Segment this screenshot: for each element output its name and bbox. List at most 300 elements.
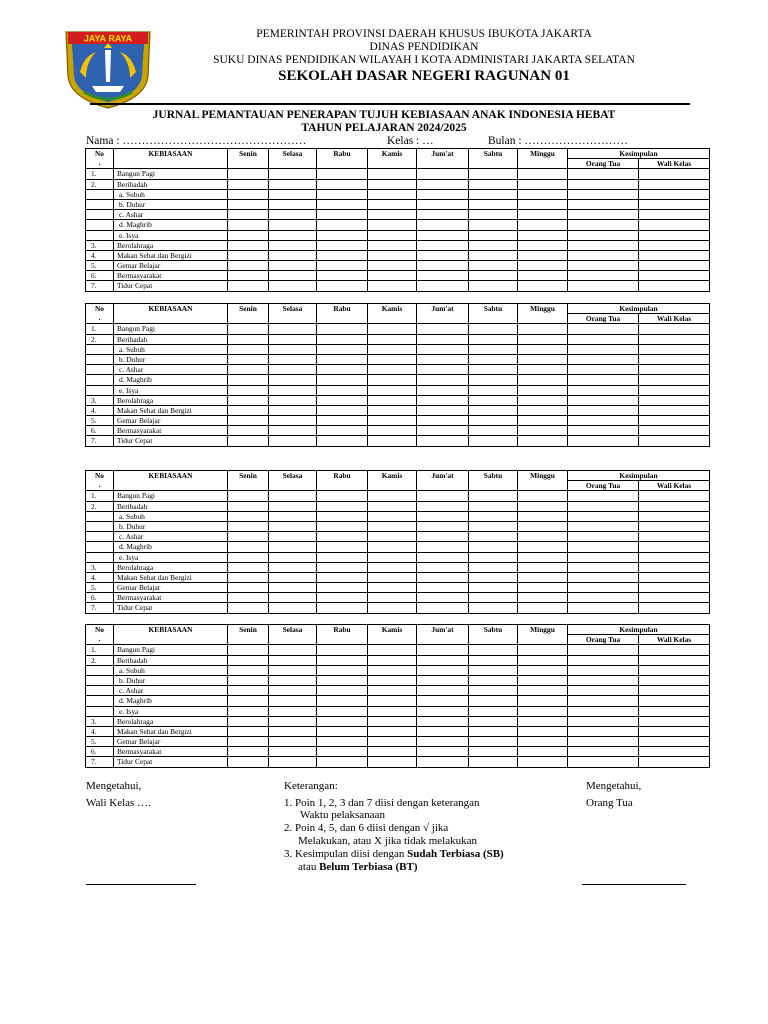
entry-cell[interactable] (417, 210, 469, 220)
entry-cell[interactable] (417, 189, 469, 199)
entry-cell[interactable] (417, 405, 469, 415)
entry-cell[interactable] (228, 532, 269, 542)
entry-cell[interactable] (269, 210, 317, 220)
entry-cell[interactable] (639, 354, 710, 364)
entry-cell[interactable] (228, 250, 269, 260)
entry-cell[interactable] (269, 696, 317, 706)
entry-cell[interactable] (269, 230, 317, 240)
entry-cell[interactable] (368, 344, 417, 354)
entry-cell[interactable] (368, 271, 417, 281)
entry-cell[interactable] (317, 230, 368, 240)
entry-cell[interactable] (228, 665, 269, 675)
entry-cell[interactable] (368, 334, 417, 344)
entry-cell[interactable] (228, 354, 269, 364)
entry-cell[interactable] (518, 532, 568, 542)
entry-cell[interactable] (317, 189, 368, 199)
entry-cell[interactable] (518, 334, 568, 344)
entry-cell[interactable] (469, 562, 518, 572)
entry-cell[interactable] (317, 572, 368, 582)
entry-cell[interactable] (269, 344, 317, 354)
entry-cell[interactable] (469, 532, 518, 542)
entry-cell[interactable] (469, 552, 518, 562)
entry-cell[interactable] (368, 521, 417, 531)
entry-cell[interactable] (568, 365, 639, 375)
entry-cell[interactable] (368, 240, 417, 250)
entry-cell[interactable] (518, 726, 568, 736)
entry-cell[interactable] (639, 686, 710, 696)
entry-cell[interactable] (228, 189, 269, 199)
entry-cell[interactable] (417, 726, 469, 736)
entry-cell[interactable] (518, 593, 568, 603)
entry-cell[interactable] (228, 220, 269, 230)
entry-cell[interactable] (469, 655, 518, 665)
entry-cell[interactable] (317, 716, 368, 726)
entry-cell[interactable] (228, 716, 269, 726)
entry-cell[interactable] (568, 250, 639, 260)
entry-cell[interactable] (368, 655, 417, 665)
entry-cell[interactable] (417, 271, 469, 281)
entry-cell[interactable] (317, 354, 368, 364)
entry-cell[interactable] (368, 552, 417, 562)
entry-cell[interactable] (317, 511, 368, 521)
entry-cell[interactable] (469, 696, 518, 706)
entry-cell[interactable] (417, 365, 469, 375)
entry-cell[interactable] (317, 737, 368, 747)
entry-cell[interactable] (368, 572, 417, 582)
entry-cell[interactable] (639, 436, 710, 446)
entry-cell[interactable] (228, 169, 269, 179)
entry-cell[interactable] (639, 426, 710, 436)
entry-cell[interactable] (269, 552, 317, 562)
entry-cell[interactable] (269, 747, 317, 757)
entry-cell[interactable] (269, 706, 317, 716)
entry-cell[interactable] (518, 747, 568, 757)
entry-cell[interactable] (317, 686, 368, 696)
entry-cell[interactable] (568, 210, 639, 220)
entry-cell[interactable] (417, 696, 469, 706)
entry-cell[interactable] (518, 603, 568, 613)
entry-cell[interactable] (417, 261, 469, 271)
entry-cell[interactable] (228, 436, 269, 446)
entry-cell[interactable] (368, 395, 417, 405)
entry-cell[interactable] (269, 562, 317, 572)
entry-cell[interactable] (518, 199, 568, 209)
entry-cell[interactable] (317, 261, 368, 271)
entry-cell[interactable] (417, 706, 469, 716)
entry-cell[interactable] (639, 706, 710, 716)
entry-cell[interactable] (469, 572, 518, 582)
entry-cell[interactable] (228, 261, 269, 271)
entry-cell[interactable] (469, 179, 518, 189)
entry-cell[interactable] (568, 179, 639, 189)
entry-cell[interactable] (228, 385, 269, 395)
entry-cell[interactable] (228, 395, 269, 405)
entry-cell[interactable] (639, 344, 710, 354)
entry-cell[interactable] (228, 645, 269, 655)
entry-cell[interactable] (469, 603, 518, 613)
entry-cell[interactable] (639, 583, 710, 593)
entry-cell[interactable] (368, 199, 417, 209)
entry-cell[interactable] (639, 603, 710, 613)
entry-cell[interactable] (639, 675, 710, 685)
entry-cell[interactable] (568, 501, 639, 511)
entry-cell[interactable] (228, 230, 269, 240)
entry-cell[interactable] (317, 436, 368, 446)
entry-cell[interactable] (417, 532, 469, 542)
entry-cell[interactable] (639, 562, 710, 572)
entry-cell[interactable] (417, 230, 469, 240)
entry-cell[interactable] (228, 491, 269, 501)
entry-cell[interactable] (269, 375, 317, 385)
entry-cell[interactable] (469, 501, 518, 511)
entry-cell[interactable] (568, 532, 639, 542)
entry-cell[interactable] (228, 365, 269, 375)
entry-cell[interactable] (317, 603, 368, 613)
entry-cell[interactable] (417, 179, 469, 189)
entry-cell[interactable] (317, 250, 368, 260)
entry-cell[interactable] (568, 726, 639, 736)
entry-cell[interactable] (317, 179, 368, 189)
entry-cell[interactable] (518, 655, 568, 665)
entry-cell[interactable] (518, 521, 568, 531)
entry-cell[interactable] (568, 696, 639, 706)
entry-cell[interactable] (518, 189, 568, 199)
entry-cell[interactable] (568, 542, 639, 552)
entry-cell[interactable] (317, 532, 368, 542)
entry-cell[interactable] (417, 426, 469, 436)
entry-cell[interactable] (568, 686, 639, 696)
entry-cell[interactable] (518, 395, 568, 405)
entry-cell[interactable] (518, 572, 568, 582)
entry-cell[interactable] (228, 240, 269, 250)
entry-cell[interactable] (568, 354, 639, 364)
entry-cell[interactable] (568, 334, 639, 344)
entry-cell[interactable] (269, 532, 317, 542)
entry-cell[interactable] (518, 179, 568, 189)
entry-cell[interactable] (469, 375, 518, 385)
entry-cell[interactable] (568, 747, 639, 757)
entry-cell[interactable] (639, 416, 710, 426)
entry-cell[interactable] (317, 675, 368, 685)
entry-cell[interactable] (568, 385, 639, 395)
entry-cell[interactable] (639, 365, 710, 375)
entry-cell[interactable] (469, 645, 518, 655)
entry-cell[interactable] (568, 395, 639, 405)
entry-cell[interactable] (469, 583, 518, 593)
entry-cell[interactable] (228, 655, 269, 665)
entry-cell[interactable] (269, 593, 317, 603)
entry-cell[interactable] (568, 220, 639, 230)
entry-cell[interactable] (269, 542, 317, 552)
entry-cell[interactable] (368, 747, 417, 757)
entry-cell[interactable] (228, 542, 269, 552)
entry-cell[interactable] (518, 416, 568, 426)
entry-cell[interactable] (269, 603, 317, 613)
entry-cell[interactable] (269, 281, 317, 291)
entry-cell[interactable] (518, 491, 568, 501)
entry-cell[interactable] (518, 665, 568, 675)
entry-cell[interactable] (469, 324, 518, 334)
entry-cell[interactable] (269, 501, 317, 511)
entry-cell[interactable] (518, 344, 568, 354)
entry-cell[interactable] (568, 675, 639, 685)
entry-cell[interactable] (417, 562, 469, 572)
entry-cell[interactable] (568, 716, 639, 726)
entry-cell[interactable] (417, 334, 469, 344)
entry-cell[interactable] (518, 686, 568, 696)
entry-cell[interactable] (317, 562, 368, 572)
entry-cell[interactable] (518, 281, 568, 291)
entry-cell[interactable] (417, 757, 469, 767)
entry-cell[interactable] (639, 665, 710, 675)
entry-cell[interactable] (417, 645, 469, 655)
entry-cell[interactable] (469, 385, 518, 395)
entry-cell[interactable] (518, 737, 568, 747)
entry-cell[interactable] (639, 655, 710, 665)
entry-cell[interactable] (469, 365, 518, 375)
entry-cell[interactable] (469, 716, 518, 726)
entry-cell[interactable] (368, 416, 417, 426)
entry-cell[interactable] (317, 324, 368, 334)
entry-cell[interactable] (228, 696, 269, 706)
entry-cell[interactable] (269, 334, 317, 344)
entry-cell[interactable] (269, 169, 317, 179)
entry-cell[interactable] (568, 189, 639, 199)
entry-cell[interactable] (228, 334, 269, 344)
entry-cell[interactable] (417, 344, 469, 354)
entry-cell[interactable] (639, 572, 710, 582)
entry-cell[interactable] (368, 426, 417, 436)
entry-cell[interactable] (269, 416, 317, 426)
entry-cell[interactable] (317, 210, 368, 220)
entry-cell[interactable] (469, 405, 518, 415)
entry-cell[interactable] (568, 593, 639, 603)
entry-cell[interactable] (368, 281, 417, 291)
entry-cell[interactable] (317, 426, 368, 436)
entry-cell[interactable] (228, 511, 269, 521)
entry-cell[interactable] (469, 250, 518, 260)
entry-cell[interactable] (317, 395, 368, 405)
entry-cell[interactable] (469, 521, 518, 531)
entry-cell[interactable] (269, 199, 317, 209)
entry-cell[interactable] (639, 250, 710, 260)
entry-cell[interactable] (469, 542, 518, 552)
entry-cell[interactable] (228, 757, 269, 767)
entry-cell[interactable] (317, 583, 368, 593)
entry-cell[interactable] (568, 572, 639, 582)
entry-cell[interactable] (469, 189, 518, 199)
entry-cell[interactable] (228, 747, 269, 757)
entry-cell[interactable] (417, 665, 469, 675)
entry-cell[interactable] (368, 220, 417, 230)
entry-cell[interactable] (518, 240, 568, 250)
entry-cell[interactable] (269, 726, 317, 736)
entry-cell[interactable] (518, 271, 568, 281)
entry-cell[interactable] (228, 210, 269, 220)
entry-cell[interactable] (568, 169, 639, 179)
entry-cell[interactable] (417, 416, 469, 426)
entry-cell[interactable] (317, 220, 368, 230)
entry-cell[interactable] (228, 271, 269, 281)
entry-cell[interactable] (469, 261, 518, 271)
entry-cell[interactable] (317, 344, 368, 354)
entry-cell[interactable] (368, 405, 417, 415)
entry-cell[interactable] (568, 562, 639, 572)
entry-cell[interactable] (417, 240, 469, 250)
entry-cell[interactable] (317, 199, 368, 209)
entry-cell[interactable] (368, 665, 417, 675)
entry-cell[interactable] (518, 169, 568, 179)
entry-cell[interactable] (269, 240, 317, 250)
entry-cell[interactable] (317, 271, 368, 281)
entry-cell[interactable] (269, 511, 317, 521)
entry-cell[interactable] (228, 521, 269, 531)
entry-cell[interactable] (269, 189, 317, 199)
entry-cell[interactable] (469, 706, 518, 716)
entry-cell[interactable] (417, 395, 469, 405)
entry-cell[interactable] (469, 747, 518, 757)
entry-cell[interactable] (368, 593, 417, 603)
entry-cell[interactable] (228, 501, 269, 511)
entry-cell[interactable] (639, 737, 710, 747)
entry-cell[interactable] (228, 281, 269, 291)
entry-cell[interactable] (368, 491, 417, 501)
entry-cell[interactable] (368, 686, 417, 696)
entry-cell[interactable] (368, 511, 417, 521)
entry-cell[interactable] (639, 716, 710, 726)
entry-cell[interactable] (317, 281, 368, 291)
entry-cell[interactable] (269, 365, 317, 375)
entry-cell[interactable] (518, 261, 568, 271)
entry-cell[interactable] (228, 179, 269, 189)
entry-cell[interactable] (368, 230, 417, 240)
entry-cell[interactable] (417, 199, 469, 209)
entry-cell[interactable] (368, 179, 417, 189)
entry-cell[interactable] (417, 354, 469, 364)
entry-cell[interactable] (568, 603, 639, 613)
entry-cell[interactable] (228, 726, 269, 736)
entry-cell[interactable] (469, 426, 518, 436)
entry-cell[interactable] (518, 436, 568, 446)
entry-cell[interactable] (368, 501, 417, 511)
entry-cell[interactable] (417, 436, 469, 446)
entry-cell[interactable] (228, 344, 269, 354)
entry-cell[interactable] (639, 696, 710, 706)
entry-cell[interactable] (518, 511, 568, 521)
entry-cell[interactable] (368, 375, 417, 385)
entry-cell[interactable] (368, 716, 417, 726)
entry-cell[interactable] (417, 491, 469, 501)
entry-cell[interactable] (518, 645, 568, 655)
entry-cell[interactable] (317, 385, 368, 395)
entry-cell[interactable] (568, 416, 639, 426)
entry-cell[interactable] (639, 521, 710, 531)
entry-cell[interactable] (228, 562, 269, 572)
entry-cell[interactable] (568, 199, 639, 209)
entry-cell[interactable] (639, 261, 710, 271)
entry-cell[interactable] (269, 395, 317, 405)
entry-cell[interactable] (368, 542, 417, 552)
entry-cell[interactable] (368, 645, 417, 655)
entry-cell[interactable] (269, 665, 317, 675)
entry-cell[interactable] (269, 716, 317, 726)
entry-cell[interactable] (368, 436, 417, 446)
entry-cell[interactable] (317, 757, 368, 767)
entry-cell[interactable] (518, 220, 568, 230)
entry-cell[interactable] (317, 645, 368, 655)
entry-cell[interactable] (228, 426, 269, 436)
entry-cell[interactable] (228, 405, 269, 415)
entry-cell[interactable] (228, 416, 269, 426)
entry-cell[interactable] (228, 552, 269, 562)
entry-cell[interactable] (518, 354, 568, 364)
entry-cell[interactable] (417, 583, 469, 593)
entry-cell[interactable] (317, 375, 368, 385)
entry-cell[interactable] (269, 583, 317, 593)
entry-cell[interactable] (469, 220, 518, 230)
entry-cell[interactable] (317, 593, 368, 603)
entry-cell[interactable] (368, 583, 417, 593)
entry-cell[interactable] (639, 385, 710, 395)
entry-cell[interactable] (518, 365, 568, 375)
entry-cell[interactable] (469, 344, 518, 354)
entry-cell[interactable] (568, 645, 639, 655)
entry-cell[interactable] (568, 324, 639, 334)
entry-cell[interactable] (228, 737, 269, 747)
entry-cell[interactable] (368, 261, 417, 271)
entry-cell[interactable] (568, 240, 639, 250)
entry-cell[interactable] (568, 521, 639, 531)
entry-cell[interactable] (568, 281, 639, 291)
entry-cell[interactable] (317, 365, 368, 375)
entry-cell[interactable] (568, 491, 639, 501)
entry-cell[interactable] (417, 250, 469, 260)
entry-cell[interactable] (417, 375, 469, 385)
entry-cell[interactable] (568, 261, 639, 271)
entry-cell[interactable] (518, 405, 568, 415)
entry-cell[interactable] (518, 675, 568, 685)
entry-cell[interactable] (568, 271, 639, 281)
entry-cell[interactable] (469, 240, 518, 250)
entry-cell[interactable] (639, 210, 710, 220)
entry-cell[interactable] (317, 696, 368, 706)
entry-cell[interactable] (639, 542, 710, 552)
entry-cell[interactable] (317, 552, 368, 562)
entry-cell[interactable] (269, 385, 317, 395)
entry-cell[interactable] (417, 542, 469, 552)
entry-cell[interactable] (469, 511, 518, 521)
entry-cell[interactable] (228, 199, 269, 209)
entry-cell[interactable] (639, 552, 710, 562)
entry-cell[interactable] (228, 706, 269, 716)
entry-cell[interactable] (228, 375, 269, 385)
entry-cell[interactable] (317, 491, 368, 501)
entry-cell[interactable] (469, 686, 518, 696)
entry-cell[interactable] (469, 737, 518, 747)
entry-cell[interactable] (317, 521, 368, 531)
entry-cell[interactable] (228, 686, 269, 696)
entry-cell[interactable] (368, 706, 417, 716)
entry-cell[interactable] (568, 757, 639, 767)
entry-cell[interactable] (518, 583, 568, 593)
entry-cell[interactable] (269, 324, 317, 334)
entry-cell[interactable] (269, 436, 317, 446)
entry-cell[interactable] (269, 686, 317, 696)
entry-cell[interactable] (269, 737, 317, 747)
entry-cell[interactable] (469, 675, 518, 685)
entry-cell[interactable] (228, 324, 269, 334)
entry-cell[interactable] (469, 436, 518, 446)
